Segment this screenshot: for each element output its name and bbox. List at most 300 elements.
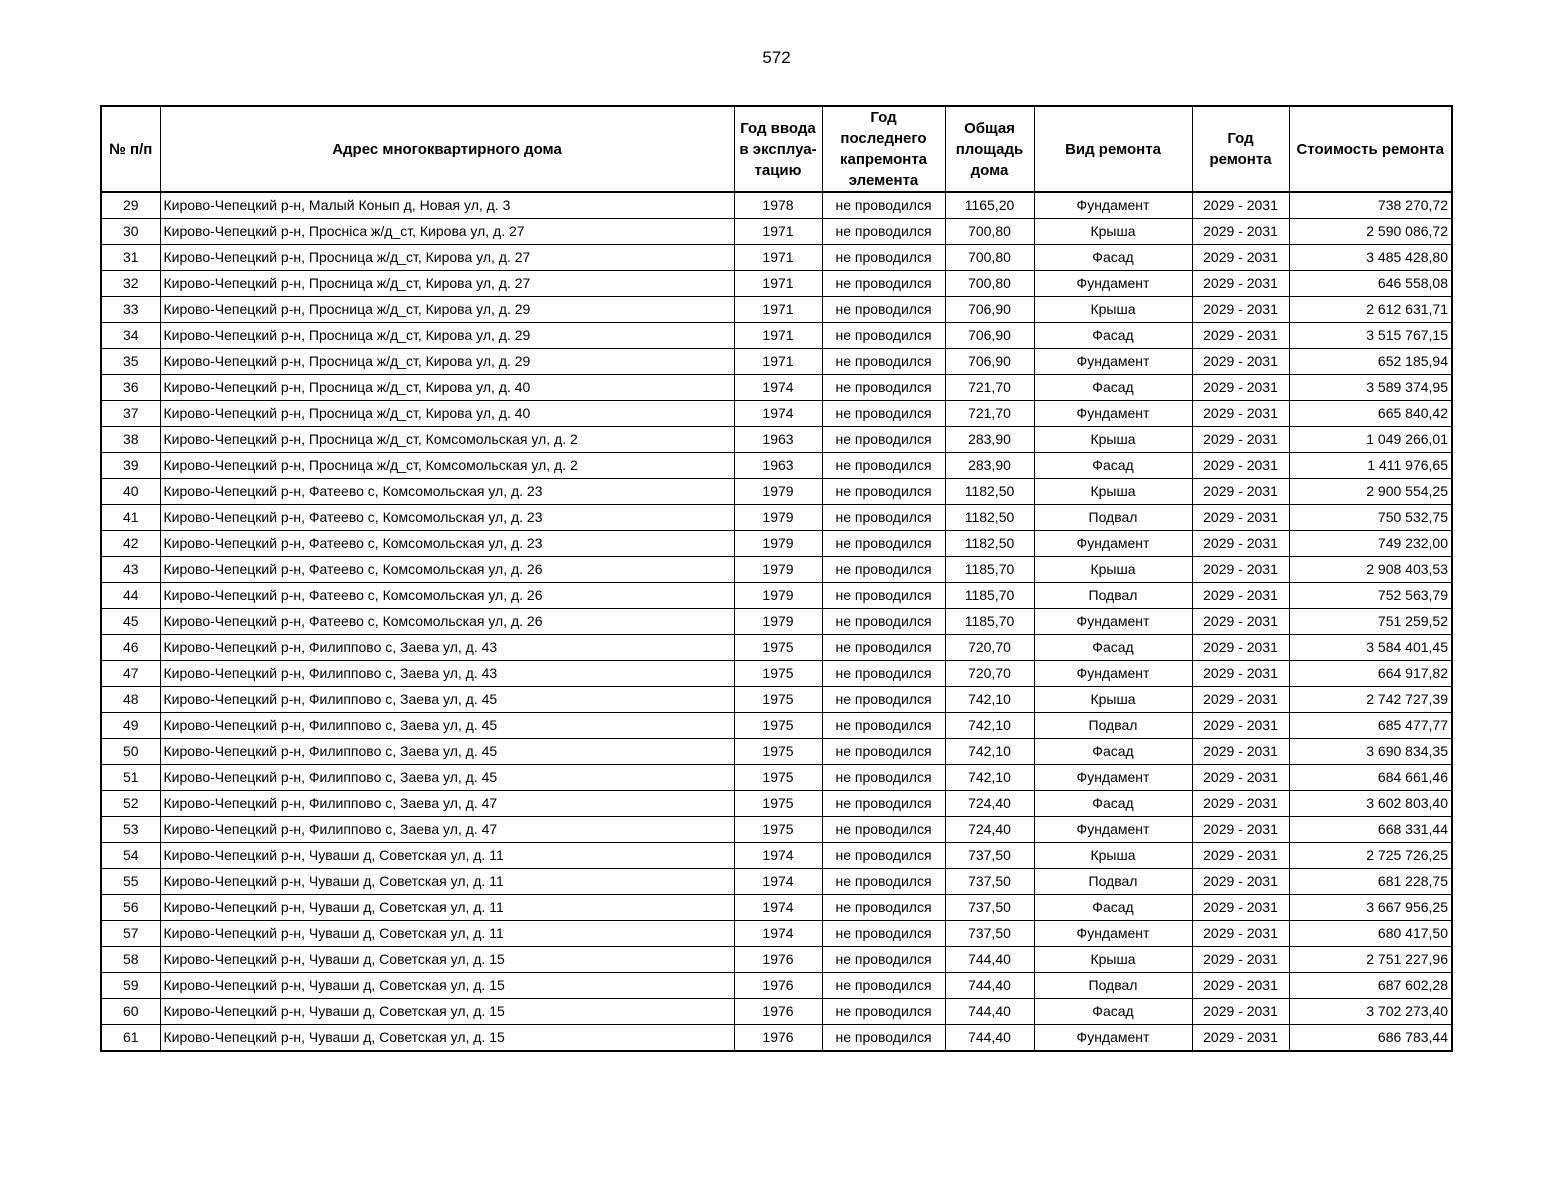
cell-year-built: 1975 [734,817,822,843]
cell-year-built: 1979 [734,557,822,583]
repair-schedule-table [100,105,1453,1052]
cell-address: Кирово-Чепецкий р-н, Филиппово с, Заева ул, д. 47 [160,791,734,817]
cell-cost: 3 589 374,95 [1289,375,1452,401]
cell-repair-years: 2029 - 2031 [1192,661,1289,687]
cell-repair-type: Фундамент [1034,609,1192,635]
table-row [101,323,1452,349]
cell-last-repair: не проводился [822,895,945,921]
cell-num: 49 [101,713,160,739]
cell-cost: 681 228,75 [1289,869,1452,895]
cell-cost: 665 840,42 [1289,401,1452,427]
table-row [101,401,1452,427]
cell-repair-type: Подвал [1034,869,1192,895]
table-row [101,609,1452,635]
cell-area: 720,70 [945,661,1034,687]
cell-year-built: 1976 [734,947,822,973]
cell-last-repair: не проводился [822,609,945,635]
cell-repair-years: 2029 - 2031 [1192,531,1289,557]
table-row [101,791,1452,817]
cell-last-repair: не проводился [822,713,945,739]
cell-repair-years: 2029 - 2031 [1192,687,1289,713]
cell-address: Кирово-Чепецкий р-н, Филиппово с, Заева ул, д. 45 [160,687,734,713]
table-row [101,817,1452,843]
cell-cost: 686 783,44 [1289,1025,1452,1052]
cell-last-repair: не проводился [822,453,945,479]
cell-cost: 680 417,50 [1289,921,1452,947]
cell-last-repair: не проводился [822,635,945,661]
cell-address: Кирово-Чепецкий р-н, Филиппово с, Заева ул, д. 45 [160,739,734,765]
header-last-repair: Год последнего капремонта элемента [822,106,945,192]
cell-address: Кирово-Чепецкий р-н, Филиппово с, Заева ул, д. 47 [160,817,734,843]
cell-address: Кирово-Чепецкий р-н, Филиппово с, Заева ул, д. 45 [160,713,734,739]
header-repair-type: Вид ремонта [1034,106,1192,192]
cell-last-repair: не проводился [822,401,945,427]
cell-address: Кирово-Чепецкий р-н, Просница ж/д_ст, Комсомольская ул, д. 2 [160,427,734,453]
cell-cost: 684 661,46 [1289,765,1452,791]
cell-cost: 652 185,94 [1289,349,1452,375]
cell-area: 737,50 [945,921,1034,947]
table-header [101,106,1452,192]
cell-last-repair: не проводился [822,192,945,219]
cell-area: 724,40 [945,791,1034,817]
cell-year-built: 1979 [734,505,822,531]
table-row [101,427,1452,453]
cell-last-repair: не проводился [822,531,945,557]
cell-address: Кирово-Чепецкий р-н, Филиппово с, Заева ул, д. 43 [160,635,734,661]
cell-address: Кирово-Чепецкий р-н, Филиппово с, Заева ул, д. 45 [160,765,734,791]
cell-cost: 750 532,75 [1289,505,1452,531]
cell-repair-type: Фундамент [1034,531,1192,557]
cell-year-built: 1978 [734,192,822,219]
cell-repair-type: Подвал [1034,713,1192,739]
cell-address: Кирово-Чепецкий р-н, Просница ж/д_ст, Кирова ул, д. 40 [160,375,734,401]
cell-last-repair: не проводился [822,1025,945,1052]
cell-year-built: 1975 [734,635,822,661]
cell-repair-years: 2029 - 2031 [1192,973,1289,999]
cell-year-built: 1971 [734,219,822,245]
cell-repair-type: Фасад [1034,245,1192,271]
cell-num: 33 [101,297,160,323]
cell-address: Кирово-Чепецкий р-н, Чуваши д, Советская ул, д. 15 [160,1025,734,1052]
cell-repair-type: Подвал [1034,973,1192,999]
cell-num: 44 [101,583,160,609]
cell-address: Кирово-Чепецкий р-н, Просница ж/д_ст, Кирова ул, д. 40 [160,401,734,427]
cell-year-built: 1976 [734,973,822,999]
cell-repair-years: 2029 - 2031 [1192,583,1289,609]
cell-repair-type: Фасад [1034,791,1192,817]
cell-last-repair: не проводился [822,297,945,323]
table-row [101,479,1452,505]
cell-cost: 752 563,79 [1289,583,1452,609]
cell-repair-years: 2029 - 2031 [1192,869,1289,895]
cell-year-built: 1974 [734,375,822,401]
cell-address: Кирово-Чепецкий р-н, Малый Конып д, Новая ул, д. 3 [160,192,734,219]
table-row [101,271,1452,297]
cell-last-repair: не проводился [822,271,945,297]
cell-address: Кирово-Чепецкий р-н, Филиппово с, Заева ул, д. 43 [160,661,734,687]
cell-cost: 668 331,44 [1289,817,1452,843]
cell-num: 57 [101,921,160,947]
cell-num: 47 [101,661,160,687]
cell-repair-years: 2029 - 2031 [1192,323,1289,349]
cell-address: Кирово-Чепецкий р-н, Фатеево с, Комсомольская ул, д. 23 [160,505,734,531]
cell-address: Кирово-Чепецкий р-н, Чуваши д, Советская ул, д. 15 [160,973,734,999]
cell-repair-type: Фасад [1034,895,1192,921]
cell-repair-years: 2029 - 2031 [1192,739,1289,765]
cell-address: Кирово-Чепецкий р-н, Просница ж/д_ст, Кирова ул, д. 29 [160,349,734,375]
cell-num: 34 [101,323,160,349]
cell-area: 737,50 [945,895,1034,921]
cell-cost: 664 917,82 [1289,661,1452,687]
cell-num: 53 [101,817,160,843]
cell-last-repair: не проводился [822,479,945,505]
table-row [101,713,1452,739]
cell-area: 706,90 [945,323,1034,349]
cell-cost: 3 584 401,45 [1289,635,1452,661]
cell-repair-years: 2029 - 2031 [1192,401,1289,427]
table-row [101,947,1452,973]
cell-last-repair: не проводился [822,505,945,531]
cell-num: 51 [101,765,160,791]
cell-num: 58 [101,947,160,973]
cell-repair-type: Фасад [1034,323,1192,349]
cell-repair-type: Крыша [1034,297,1192,323]
cell-repair-years: 2029 - 2031 [1192,375,1289,401]
cell-repair-type: Фасад [1034,635,1192,661]
cell-area: 1182,50 [945,505,1034,531]
cell-area: 721,70 [945,375,1034,401]
table-row [101,843,1452,869]
cell-address: Кирово-Чепецкий р-н, Просница ж/д_ст, Кирова ул, д. 29 [160,323,734,349]
cell-repair-years: 2029 - 2031 [1192,349,1289,375]
cell-last-repair: не проводился [822,349,945,375]
table-row [101,531,1452,557]
cell-last-repair: не проводился [822,219,945,245]
cell-num: 61 [101,1025,160,1052]
cell-cost: 751 259,52 [1289,609,1452,635]
cell-last-repair: не проводился [822,427,945,453]
cell-num: 50 [101,739,160,765]
cell-cost: 685 477,77 [1289,713,1452,739]
table-row [101,739,1452,765]
cell-last-repair: не проводился [822,375,945,401]
cell-repair-type: Крыша [1034,947,1192,973]
cell-year-built: 1975 [734,739,822,765]
table-row [101,192,1452,219]
cell-repair-type: Фасад [1034,375,1192,401]
cell-year-built: 1974 [734,921,822,947]
header-area: Общая площадь дома [945,106,1034,192]
cell-repair-years: 2029 - 2031 [1192,557,1289,583]
cell-num: 35 [101,349,160,375]
cell-repair-years: 2029 - 2031 [1192,479,1289,505]
cell-cost: 1 049 266,01 [1289,427,1452,453]
cell-repair-years: 2029 - 2031 [1192,713,1289,739]
cell-area: 700,80 [945,219,1034,245]
cell-year-built: 1976 [734,1025,822,1052]
cell-num: 31 [101,245,160,271]
cell-repair-years: 2029 - 2031 [1192,817,1289,843]
cell-year-built: 1975 [734,791,822,817]
cell-last-repair: не проводился [822,947,945,973]
cell-cost: 687 602,28 [1289,973,1452,999]
cell-repair-type: Фундамент [1034,921,1192,947]
cell-area: 283,90 [945,453,1034,479]
header-address: Адрес многоквартирного дома [160,106,734,192]
cell-cost: 3 690 834,35 [1289,739,1452,765]
cell-last-repair: не проводился [822,973,945,999]
cell-address: Кирово-Чепецкий р-н, Просница ж/д_ст, Кирова ул, д. 27 [160,245,734,271]
cell-num: 54 [101,843,160,869]
cell-repair-years: 2029 - 2031 [1192,219,1289,245]
cell-year-built: 1979 [734,609,822,635]
cell-repair-type: Фундамент [1034,349,1192,375]
cell-area: 744,40 [945,947,1034,973]
cell-year-built: 1974 [734,895,822,921]
cell-repair-years: 2029 - 2031 [1192,1025,1289,1052]
cell-address: Кирово-Чепецкий р-н, Фатеево с, Комсомольская ул, д. 26 [160,583,734,609]
cell-repair-type: Фасад [1034,453,1192,479]
cell-last-repair: не проводился [822,557,945,583]
cell-cost: 646 558,08 [1289,271,1452,297]
cell-year-built: 1974 [734,869,822,895]
cell-num: 38 [101,427,160,453]
cell-area: 744,40 [945,999,1034,1025]
cell-area: 744,40 [945,1025,1034,1052]
cell-repair-type: Фасад [1034,739,1192,765]
cell-repair-years: 2029 - 2031 [1192,895,1289,921]
header-repair-years: Год ремонта [1192,106,1289,192]
cell-year-built: 1971 [734,297,822,323]
cell-last-repair: не проводился [822,843,945,869]
cell-area: 720,70 [945,635,1034,661]
cell-address: Кирово-Чепецкий р-н, Просница ж/д_ст, Кирова ул, д. 27 [160,271,734,297]
cell-num: 56 [101,895,160,921]
cell-last-repair: не проводился [822,583,945,609]
cell-address: Кирово-Чепецкий р-н, Просница ж/д_ст, Кирова ул, д. 29 [160,297,734,323]
cell-area: 737,50 [945,869,1034,895]
cell-cost: 2 742 727,39 [1289,687,1452,713]
table-row [101,999,1452,1025]
cell-last-repair: не проводился [822,817,945,843]
header-cost: Стоимость ремонта [1289,106,1452,192]
table-row [101,1025,1452,1052]
cell-repair-years: 2029 - 2031 [1192,765,1289,791]
cell-repair-years: 2029 - 2031 [1192,791,1289,817]
cell-num: 42 [101,531,160,557]
cell-area: 1185,70 [945,557,1034,583]
cell-repair-type: Крыша [1034,557,1192,583]
cell-cost: 2 725 726,25 [1289,843,1452,869]
cell-repair-type: Фундамент [1034,271,1192,297]
cell-last-repair: не проводился [822,245,945,271]
cell-address: Кирово-Чепецкий р-н, Чуваши д, Советская ул, д. 11 [160,895,734,921]
table-row [101,765,1452,791]
cell-year-built: 1963 [734,427,822,453]
cell-num: 32 [101,271,160,297]
cell-last-repair: не проводился [822,739,945,765]
cell-num: 52 [101,791,160,817]
cell-address: Кирово-Чепецкий р-н, Фатеево с, Комсомольская ул, д. 23 [160,479,734,505]
cell-address: Кирово-Чепецкий р-н, Чуваши д, Советская ул, д. 11 [160,843,734,869]
cell-num: 36 [101,375,160,401]
cell-repair-years: 2029 - 2031 [1192,999,1289,1025]
cell-year-built: 1975 [734,765,822,791]
cell-year-built: 1971 [734,349,822,375]
cell-repair-type: Фундамент [1034,401,1192,427]
cell-year-built: 1975 [734,661,822,687]
cell-repair-type: Крыша [1034,427,1192,453]
cell-repair-years: 2029 - 2031 [1192,947,1289,973]
cell-repair-years: 2029 - 2031 [1192,427,1289,453]
table-row [101,245,1452,271]
cell-address: Кирово-Чепецкий р-н, Фатеево с, Комсомольская ул, д. 26 [160,609,734,635]
cell-last-repair: не проводился [822,791,945,817]
cell-cost: 3 667 956,25 [1289,895,1452,921]
cell-num: 37 [101,401,160,427]
cell-num: 59 [101,973,160,999]
cell-year-built: 1963 [734,453,822,479]
table-row [101,635,1452,661]
cell-repair-type: Фундамент [1034,817,1192,843]
cell-repair-years: 2029 - 2031 [1192,921,1289,947]
cell-area: 742,10 [945,765,1034,791]
table-row [101,297,1452,323]
cell-repair-type: Фундамент [1034,765,1192,791]
cell-repair-type: Фундамент [1034,661,1192,687]
page-number: 572 [762,48,791,67]
table-row [101,661,1452,687]
cell-address: Кирово-Чепецкий р-н, Просница ж/д_ст, Комсомольская ул, д. 2 [160,453,734,479]
cell-year-built: 1979 [734,479,822,505]
table-row [101,453,1452,479]
cell-area: 706,90 [945,297,1034,323]
cell-area: 1165,20 [945,192,1034,219]
cell-area: 737,50 [945,843,1034,869]
cell-last-repair: не проводился [822,921,945,947]
cell-area: 742,10 [945,713,1034,739]
cell-repair-years: 2029 - 2031 [1192,609,1289,635]
cell-repair-years: 2029 - 2031 [1192,192,1289,219]
cell-repair-type: Фасад [1034,999,1192,1025]
cell-year-built: 1975 [734,687,822,713]
table-row [101,583,1452,609]
cell-year-built: 1979 [734,531,822,557]
cell-repair-years: 2029 - 2031 [1192,453,1289,479]
cell-area: 700,80 [945,245,1034,271]
header-row [101,106,1452,192]
cell-cost: 2 900 554,25 [1289,479,1452,505]
cell-year-built: 1975 [734,713,822,739]
cell-address: Кирово-Чепецкий р-н, Чуваши д, Советская ул, д. 11 [160,921,734,947]
cell-cost: 3 485 428,80 [1289,245,1452,271]
cell-address: Кирово-Чепецкий р-н, Чуваши д, Советская ул, д. 15 [160,947,734,973]
cell-last-repair: не проводился [822,687,945,713]
cell-repair-years: 2029 - 2031 [1192,505,1289,531]
cell-last-repair: не проводился [822,765,945,791]
cell-repair-type: Фундамент [1034,1025,1192,1052]
cell-year-built: 1974 [734,401,822,427]
cell-area: 700,80 [945,271,1034,297]
cell-last-repair: не проводился [822,999,945,1025]
cell-num: 45 [101,609,160,635]
cell-num: 41 [101,505,160,531]
cell-cost: 3 702 273,40 [1289,999,1452,1025]
table-row [101,869,1452,895]
cell-area: 1182,50 [945,479,1034,505]
cell-repair-type: Крыша [1034,843,1192,869]
header-year-built: Год ввода в эксплуа-тацию [734,106,822,192]
cell-num: 40 [101,479,160,505]
cell-cost: 1 411 976,65 [1289,453,1452,479]
cell-cost: 749 232,00 [1289,531,1452,557]
cell-repair-years: 2029 - 2031 [1192,843,1289,869]
table-row [101,505,1452,531]
header-num: № п/п [101,106,160,192]
cell-repair-type: Крыша [1034,479,1192,505]
cell-cost: 2 751 227,96 [1289,947,1452,973]
cell-area: 721,70 [945,401,1034,427]
cell-year-built: 1974 [734,843,822,869]
cell-area: 742,10 [945,687,1034,713]
table-row [101,973,1452,999]
cell-repair-type: Подвал [1034,583,1192,609]
table-row [101,219,1452,245]
cell-address: Кирово-Чепецкий р-н, Фатеево с, Комсомольская ул, д. 26 [160,557,734,583]
cell-address: Кирово-Чепецкий р-н, Проснica ж/д_ст, Кирова ул, д. 27 [160,219,734,245]
cell-last-repair: не проводился [822,869,945,895]
cell-num: 48 [101,687,160,713]
table-row [101,687,1452,713]
cell-repair-years: 2029 - 2031 [1192,635,1289,661]
cell-area: 724,40 [945,817,1034,843]
cell-address: Кирово-Чепецкий р-н, Фатеево с, Комсомольская ул, д. 23 [160,531,734,557]
cell-year-built: 1971 [734,245,822,271]
cell-year-built: 1976 [734,999,822,1025]
table-row [101,557,1452,583]
cell-cost: 738 270,72 [1289,192,1452,219]
cell-area: 706,90 [945,349,1034,375]
cell-area: 744,40 [945,973,1034,999]
cell-cost: 3 602 803,40 [1289,791,1452,817]
cell-repair-type: Крыша [1034,687,1192,713]
cell-area: 283,90 [945,427,1034,453]
cell-repair-type: Фундамент [1034,192,1192,219]
cell-address: Кирово-Чепецкий р-н, Чуваши д, Советская ул, д. 15 [160,999,734,1025]
cell-year-built: 1971 [734,271,822,297]
cell-area: 1182,50 [945,531,1034,557]
table-body [101,192,1452,1051]
cell-year-built: 1971 [734,323,822,349]
cell-num: 46 [101,635,160,661]
cell-last-repair: не проводился [822,661,945,687]
cell-num: 39 [101,453,160,479]
table-row [101,375,1452,401]
cell-cost: 2 612 631,71 [1289,297,1452,323]
cell-area: 1185,70 [945,583,1034,609]
cell-year-built: 1979 [734,583,822,609]
cell-cost: 2 908 403,53 [1289,557,1452,583]
cell-repair-years: 2029 - 2031 [1192,245,1289,271]
table-row [101,921,1452,947]
cell-cost: 2 590 086,72 [1289,219,1452,245]
table-row [101,349,1452,375]
cell-num: 43 [101,557,160,583]
cell-cost: 3 515 767,15 [1289,323,1452,349]
cell-repair-type: Крыша [1034,219,1192,245]
cell-num: 30 [101,219,160,245]
cell-area: 742,10 [945,739,1034,765]
